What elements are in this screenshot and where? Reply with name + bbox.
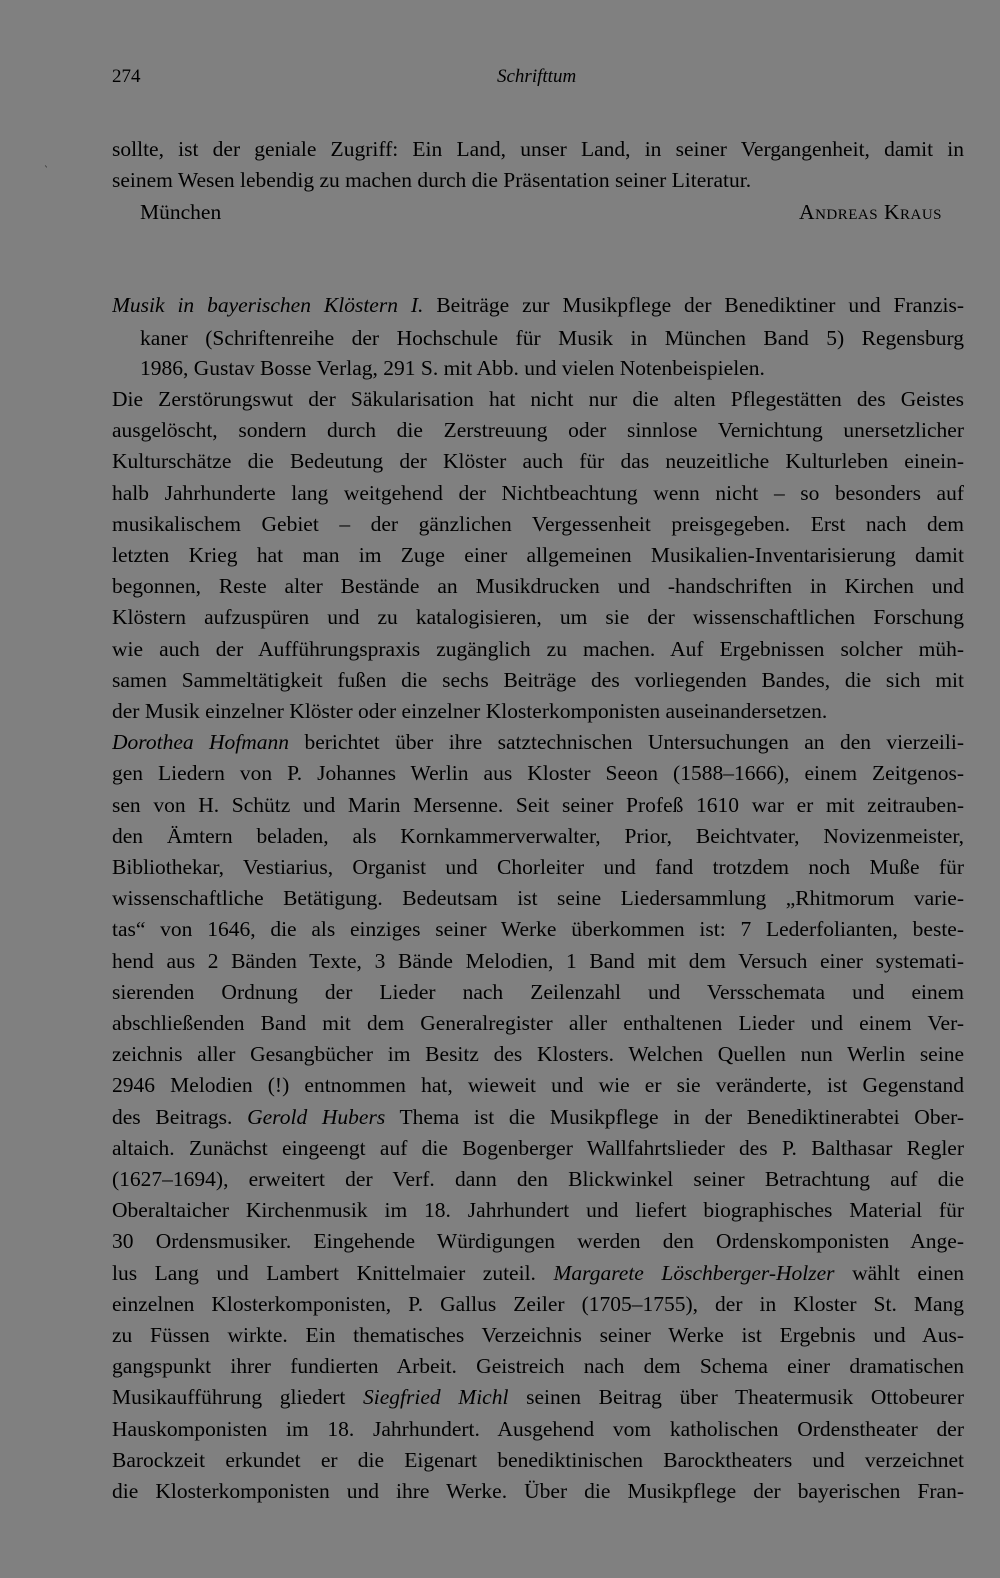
- review-line: [112, 852, 964, 882]
- review-text: hend aus 2 Bänden Texte, 3 Bände Melodien, 1 Band mit dem Versuch einer systemati-: [112, 948, 964, 973]
- review-text: den Ämtern beladen, als Kornkammerverwalter, Prior, Beichtvater, Novizenmeister,: [112, 823, 964, 848]
- book-entry-line-1: [112, 290, 964, 320]
- review-line: [112, 1008, 964, 1038]
- review-line: [112, 1289, 964, 1319]
- review-line: [112, 914, 964, 944]
- review-text: abschließenden Band mit dem Generalregister aller enthaltenen Lieder und einem Ver-: [112, 1011, 964, 1035]
- review-line: [112, 1070, 964, 1100]
- review-line: [112, 1351, 964, 1381]
- review-line: [112, 602, 964, 632]
- author-name: Margarete Löschberger-Holzer: [553, 1260, 835, 1285]
- reviewer-place: München: [140, 200, 222, 224]
- review-line: [112, 540, 964, 570]
- review-text: tas“ von 1646, die als einziges seiner Werke überkommen ist: 7 Lederfolianten, beste-: [112, 917, 964, 942]
- review-text: ausgelöscht, sondern durch die Zerstreuung oder sinnlose Vernichtung unersetzlicher: [112, 418, 964, 443]
- review-text: gangspunkt ihrer fundierten Arbeit. Geistreich nach dem Schema einer dramatischen: [112, 1354, 964, 1379]
- review-line: [112, 946, 964, 976]
- review-text: Klöstern aufzuspüren und zu katalogisieren, um sie der wissenschaftlichen Forschung: [112, 605, 964, 630]
- review-text: halb Jahrhunderte lang weitgehend der Nichtbeachtung wenn nicht – so besonders auf: [112, 480, 964, 505]
- review-line: [112, 727, 964, 757]
- review-line: [112, 1133, 964, 1163]
- review-text: sen von H. Schütz und Marin Mersenne. Seit seiner Profeß 1610 war er mit zeitrauben-: [112, 792, 964, 817]
- book-entry-line-3: 1986, Gustav Bosse Verlag, 291 S. mit Abb. und vielen Notenbeispielen.: [140, 356, 765, 380]
- review-text: Hauskomponisten im 18. Jahrhundert. Ausgehend vom katholischen Ordenstheater der: [112, 1416, 964, 1441]
- review-text: Musikaufführung gliedert: [112, 1385, 364, 1410]
- review-line: [112, 790, 964, 820]
- review-line: [112, 1476, 964, 1506]
- running-title: Schrifttum: [497, 66, 577, 87]
- review-line: [112, 977, 964, 1007]
- review-text: wählt einen: [834, 1260, 964, 1285]
- review-line: [112, 384, 964, 414]
- review-text: altaich. Zunächst eingeengt auf die Bogenberger Wallfahrtslieder des P. Balthasar Regler: [112, 1135, 964, 1160]
- review-text: Die Zerstörungswut der Säkularisation hat nicht nur die alten Pflegestätten des Geistes: [112, 387, 964, 411]
- author-name: Gerold Hubers: [247, 1104, 386, 1129]
- review-text: seinen Beitrag über Theatermusik Ottobeurer: [508, 1385, 964, 1410]
- review-line: [112, 1195, 964, 1225]
- review-text: berichtet über ihre satztechnischen Untersuchungen an den vierzeili-: [289, 730, 964, 755]
- review-line: [112, 1382, 964, 1412]
- review-line: [112, 509, 964, 539]
- book-title: Musik in bayerischen Klöstern I.: [112, 293, 424, 317]
- review-text: des Beitrags.: [112, 1104, 248, 1129]
- review-line: [112, 1039, 964, 1069]
- review-line: [112, 446, 964, 476]
- review-line: [112, 758, 964, 788]
- review-text: der Musik einzelner Klöster oder einzelner Klosterkomponisten auseinandersetzen.: [112, 699, 828, 723]
- review-text: samen Sammeltätigkeit fußen die sechs Beiträge des vorliegenden Bandes, die sich mit: [112, 667, 964, 692]
- author-name: Siegfried Michl: [363, 1385, 509, 1410]
- review-text: zeichnis aller Gesangbücher im Besitz des Klosters. Welchen Quellen nun Werlin seine: [112, 1042, 964, 1067]
- review-line: [112, 1102, 964, 1132]
- review-line: [112, 1320, 964, 1350]
- review-line: [112, 478, 964, 508]
- review-text: zu Füssen wirkte. Ein thematisches Verzeichnis seiner Werke ist Ergebnis und Aus-: [112, 1323, 964, 1347]
- review-text: wie auch der Aufführungspraxis zugänglich zu machen. Auf Ergebnissen solcher müh-: [112, 636, 964, 661]
- review-text: Bibliothekar, Vestiarius, Organist und Chorleiter und fand trotzdem noch Muße für: [112, 855, 964, 879]
- review-text: gen Liedern von P. Johannes Werlin aus Kloster Seeon (1588–1666), einem Zeitgenos-: [112, 761, 964, 786]
- reviewer-name: Andreas Kraus: [799, 200, 942, 224]
- prev-review-line-2: seinem Wesen lebendig zu machen durch die Präsentation seiner Literatur.: [112, 168, 752, 192]
- review-line: [112, 571, 964, 601]
- review-text: musikalischem Gebiet – der gänzlichen Vergessenheit preisgegeben. Erst nach dem: [112, 511, 964, 536]
- page-header: [112, 66, 960, 96]
- review-text: (1627–1694), erweitert der Verf. dann den Blickwinkel seiner Betrachtung auf die: [112, 1167, 964, 1191]
- page-number: 274: [112, 66, 141, 87]
- review-line: [112, 634, 964, 664]
- review-text: letzten Krieg hat man im Zuge einer allgemeinen Musikalien-Inventarisierung damit: [112, 543, 964, 567]
- review-line: [112, 1258, 964, 1288]
- review-line: [112, 665, 964, 695]
- review-line: [112, 1226, 964, 1256]
- review-text: die Klosterkomponisten und ihre Werke. Über die Musikpflege der bayerischen Fran-: [112, 1479, 964, 1503]
- review-line: [112, 1414, 964, 1444]
- review-line: [112, 415, 964, 445]
- book-entry-line-2: kaner (Schriftenreihe der Hochschule für Musik in München Band 5) Regensburg: [140, 326, 964, 350]
- review-text: Kulturschätze die Bedeutung der Klöster auch für das neuzeitliche Kulturleben einein-: [112, 449, 964, 474]
- review-text: Barockzeit erkundet er die Eigenart benediktinischen Barocktheaters und verzeichnet: [112, 1447, 964, 1472]
- review-line: [112, 1445, 964, 1475]
- speck-mark: `: [44, 166, 49, 177]
- review-text: begonnen, Reste alter Bestände an Musikdrucken und -handschriften in Kirchen und: [112, 574, 964, 599]
- review-text: 30 Ordensmusiker. Eingehende Würdigungen werden den Ordenskomponisten Ange-: [112, 1229, 964, 1254]
- review-text: Thema ist die Musikpflege in der Benediktinerabtei Ober-: [385, 1104, 964, 1129]
- review-text: einzelnen Klosterkomponisten, P. Gallus Zeiler (1705–1755), der in Kloster St. Mang: [112, 1291, 964, 1316]
- review-text: wissenschaftliche Betätigung. Bedeutsam ist seine Liedersammlung „Rhitmorum varie-: [112, 886, 964, 911]
- review-text: 2946 Melodien (!) entnommen hat, wieweit und wie er sie veränderte, ist Gegenstand: [112, 1073, 964, 1098]
- review-text: Oberaltaicher Kirchenmusik im 18. Jahrhundert und liefert biographisches Material für: [112, 1198, 964, 1223]
- review-text: sierenden Ordnung der Lieder nach Zeilenzahl und Versschemata und einem: [112, 979, 964, 1004]
- review-line: [112, 883, 964, 913]
- review-text: lus Lang und Lambert Knittelmaier zuteil.: [112, 1260, 554, 1285]
- review-line: [112, 1164, 964, 1194]
- book-subtitle: Beiträge zur Musikpflege der Benediktiner und Franzis-: [436, 293, 964, 317]
- review-line: [112, 696, 964, 726]
- author-name: Dorothea Hofmann: [112, 730, 290, 755]
- prev-review-line-1: sollte, ist der geniale Zugriff: Ein Land, unser Land, in seiner Vergangenheit, damit in: [112, 137, 964, 161]
- review-line: [112, 821, 964, 851]
